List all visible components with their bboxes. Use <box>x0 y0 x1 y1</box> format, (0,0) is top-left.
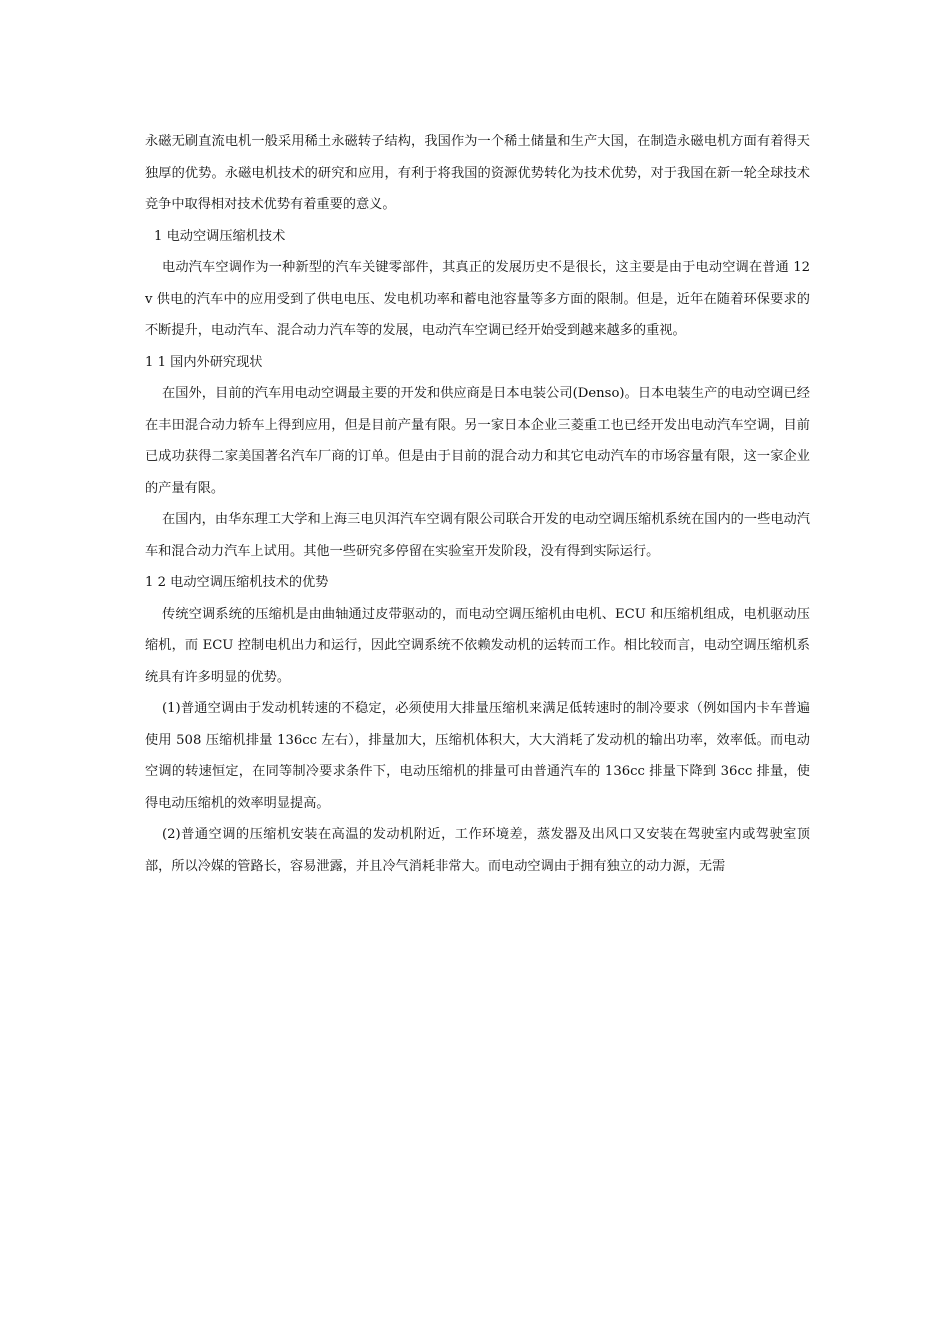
paragraph-advantage-2: (2)普通空调的压缩机安装在高温的发动机附近，工作环境差，蒸发器及出风口又安装在驾驶室内或驾驶室顶部，所以冷媒的管路长，容易泄露，并且冷气消耗非常大。而电动空调由于拥有独立的动力源，无需 <box>145 827 810 874</box>
section-heading-1: 1 电动空调压缩机技术 <box>154 228 286 244</box>
section-heading-1-2: 1 2 电动空调压缩机技术的优势 <box>145 575 329 590</box>
paragraph-section-1: 电动汽车空调作为一种新型的汽车关键零部件，其真正的发展历史不是很长，这主要是由于电动空调在普通 12v 供电的汽车中的应用受到了供电电压、发电机功率和蓄电池容量等多方面的限制。但是，近年在随着环保要求的不断提升，电动汽车、混合动力汽车等的发展，电动汽车空调已经开始受到越来越多的重视。 <box>145 260 810 338</box>
paragraph-intro: 永磁无刷直流电机一般采用稀土永磁转子结构，我国作为一个稀土储量和生产大国，在制造永磁电机方面有着得天独厚的优势。永磁电机技术的研究和应用，有利于将我国的资源优势转化为技术优势，对于我国在新一轮全球技术竞争中取得相对技术优势有着重要的意义。 <box>145 134 810 212</box>
paragraph-advantages-intro: 传统空调系统的压缩机是由曲轴通过皮带驱动的，而电动空调压缩机由电机、ECU 和压缩机组成，电机驱动压缩机，而 ECU 控制电机出力和运行，因此空调系统不依赖发动机的运转而工作。相比较而言，电动空调压缩机系统具有许多明显的优势。 <box>145 606 810 685</box>
paragraph-foreign-research: 在国外，目前的汽车用电动空调最主要的开发和供应商是日本电装公司(Denso)。日本电装生产的电动空调已经在丰田混合动力轿车上得到应用，但是目前产量有限。另一家日本企业三菱重工也已经开发出电动汽车空调，目前已成功获得二家美国著名汽车厂商的订单。但是由于目前的混合动力和其它电动汽车的市场容量有限，这一家企业的产量有限。 <box>145 386 810 496</box>
paragraph-advantage-1: (1)普通空调由于发动机转速的不稳定，必须使用大排量压缩机来满足低转速时的制冷要求（例如国内卡车普遍使用 508 压缩机排量 136cc 左右），排量加大，压缩机体积大，大大消耗了发动机的输出功率，效率低。而电动空调的转速恒定，在同等制冷要求条件下，电动压缩机的排量可由普通汽车的 136cc 排量下降到 36cc 排量，使得电动压缩机的效率明显提高。 <box>145 701 810 811</box>
document-page <box>145 126 810 882</box>
section-heading-1-1: 1 1 国内外研究现状 <box>145 354 263 370</box>
paragraph-domestic-research: 在国内，由华东理工大学和上海三电贝洱汽车空调有限公司联合开发的电动空调压缩机系统在国内的一些电动汽车和混合动力汽车上试用。其他一些研究多停留在实验室开发阶段，没有得到实际运行。 <box>145 512 810 559</box>
